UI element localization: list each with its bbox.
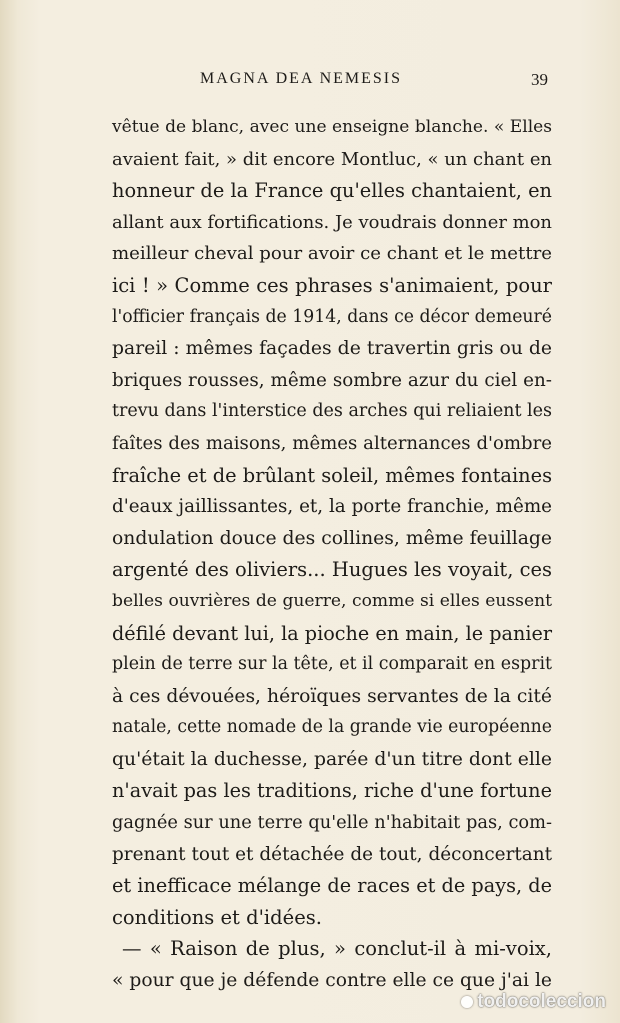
text-line: fraîche et de brûlant soleil, mêmes fontaines <box>112 463 553 487</box>
page-header <box>0 68 620 98</box>
text-line: conditions et d'idées. <box>112 905 322 929</box>
text-line: avaient fait, » dit encore Montluc, « un chant en <box>112 148 552 170</box>
page-number: 39 <box>531 70 548 89</box>
text-line: « pour que je défende contre elle ce que j'ai le <box>112 970 552 992</box>
text-line: meilleur cheval pour avoir ce chant et le mettre <box>112 243 552 265</box>
text-line: — « Raison de plus, » conclut-il à mi-voix, <box>122 937 552 961</box>
text-line: qu'était la duchesse, parée d'un titre dont elle <box>112 748 552 770</box>
text-line: prenant tout et détachée de tout, déconcertant <box>112 843 552 865</box>
text-line: plein de terre sur la tête, et il comparait en esprit <box>112 654 552 675</box>
text-line: vêtue de blanc, avec une enseigne blanche. « Elles <box>112 117 552 137</box>
text-line: gagnée sur une terre qu'elle n'habitait pas, com- <box>112 812 552 834</box>
text-line: allant aux fortifications. Je voudrais donner mon <box>112 211 552 233</box>
watermark-text: todocoleccion <box>477 991 606 1012</box>
text-line: et inefficace mélange de races et de pays, de <box>112 874 552 898</box>
text-line: d'eaux jaillissantes, et, la porte franchie, même <box>112 496 552 518</box>
text-line: faîtes des maisons, mêmes alternances d'ombre <box>112 432 552 454</box>
text-line: pareil : mêmes façades de travertin gris ou de <box>112 338 552 360</box>
running-title: MAGNA DEA NEMESIS <box>200 70 403 87</box>
text-line: trevu dans l'interstice des arches qui reliaient les <box>112 401 552 422</box>
text-line: honneur de la France qu'elles chantaient, en <box>112 179 552 203</box>
text-line: ici ! » Comme ces phrases s'animaient, pour <box>112 273 552 297</box>
text-line: n'avait pas les traditions, riche d'une fortune <box>112 779 552 803</box>
text-line: belles ouvrières de guerre, comme si elles eussent <box>112 590 552 611</box>
text-line: défilé devant lui, la pioche en main, le panier <box>112 621 552 645</box>
text-line: à ces dévouées, héroïques servantes de la cité <box>112 685 552 707</box>
text-line: natale, cette nomade de la grande vie européenne <box>112 717 552 738</box>
text-line: briques rousses, même sombre azur du ciel en- <box>112 369 552 391</box>
circle-logo-icon <box>461 996 473 1008</box>
text-line: l'officier français de 1914, dans ce décor demeuré <box>112 306 552 327</box>
text-line: ondulation douce des collines, même feuillage <box>112 527 553 549</box>
text-line: argenté des oliviers... Hugues les voyait, ces <box>112 558 552 582</box>
body-text <box>112 112 552 997</box>
watermark <box>461 991 606 1013</box>
